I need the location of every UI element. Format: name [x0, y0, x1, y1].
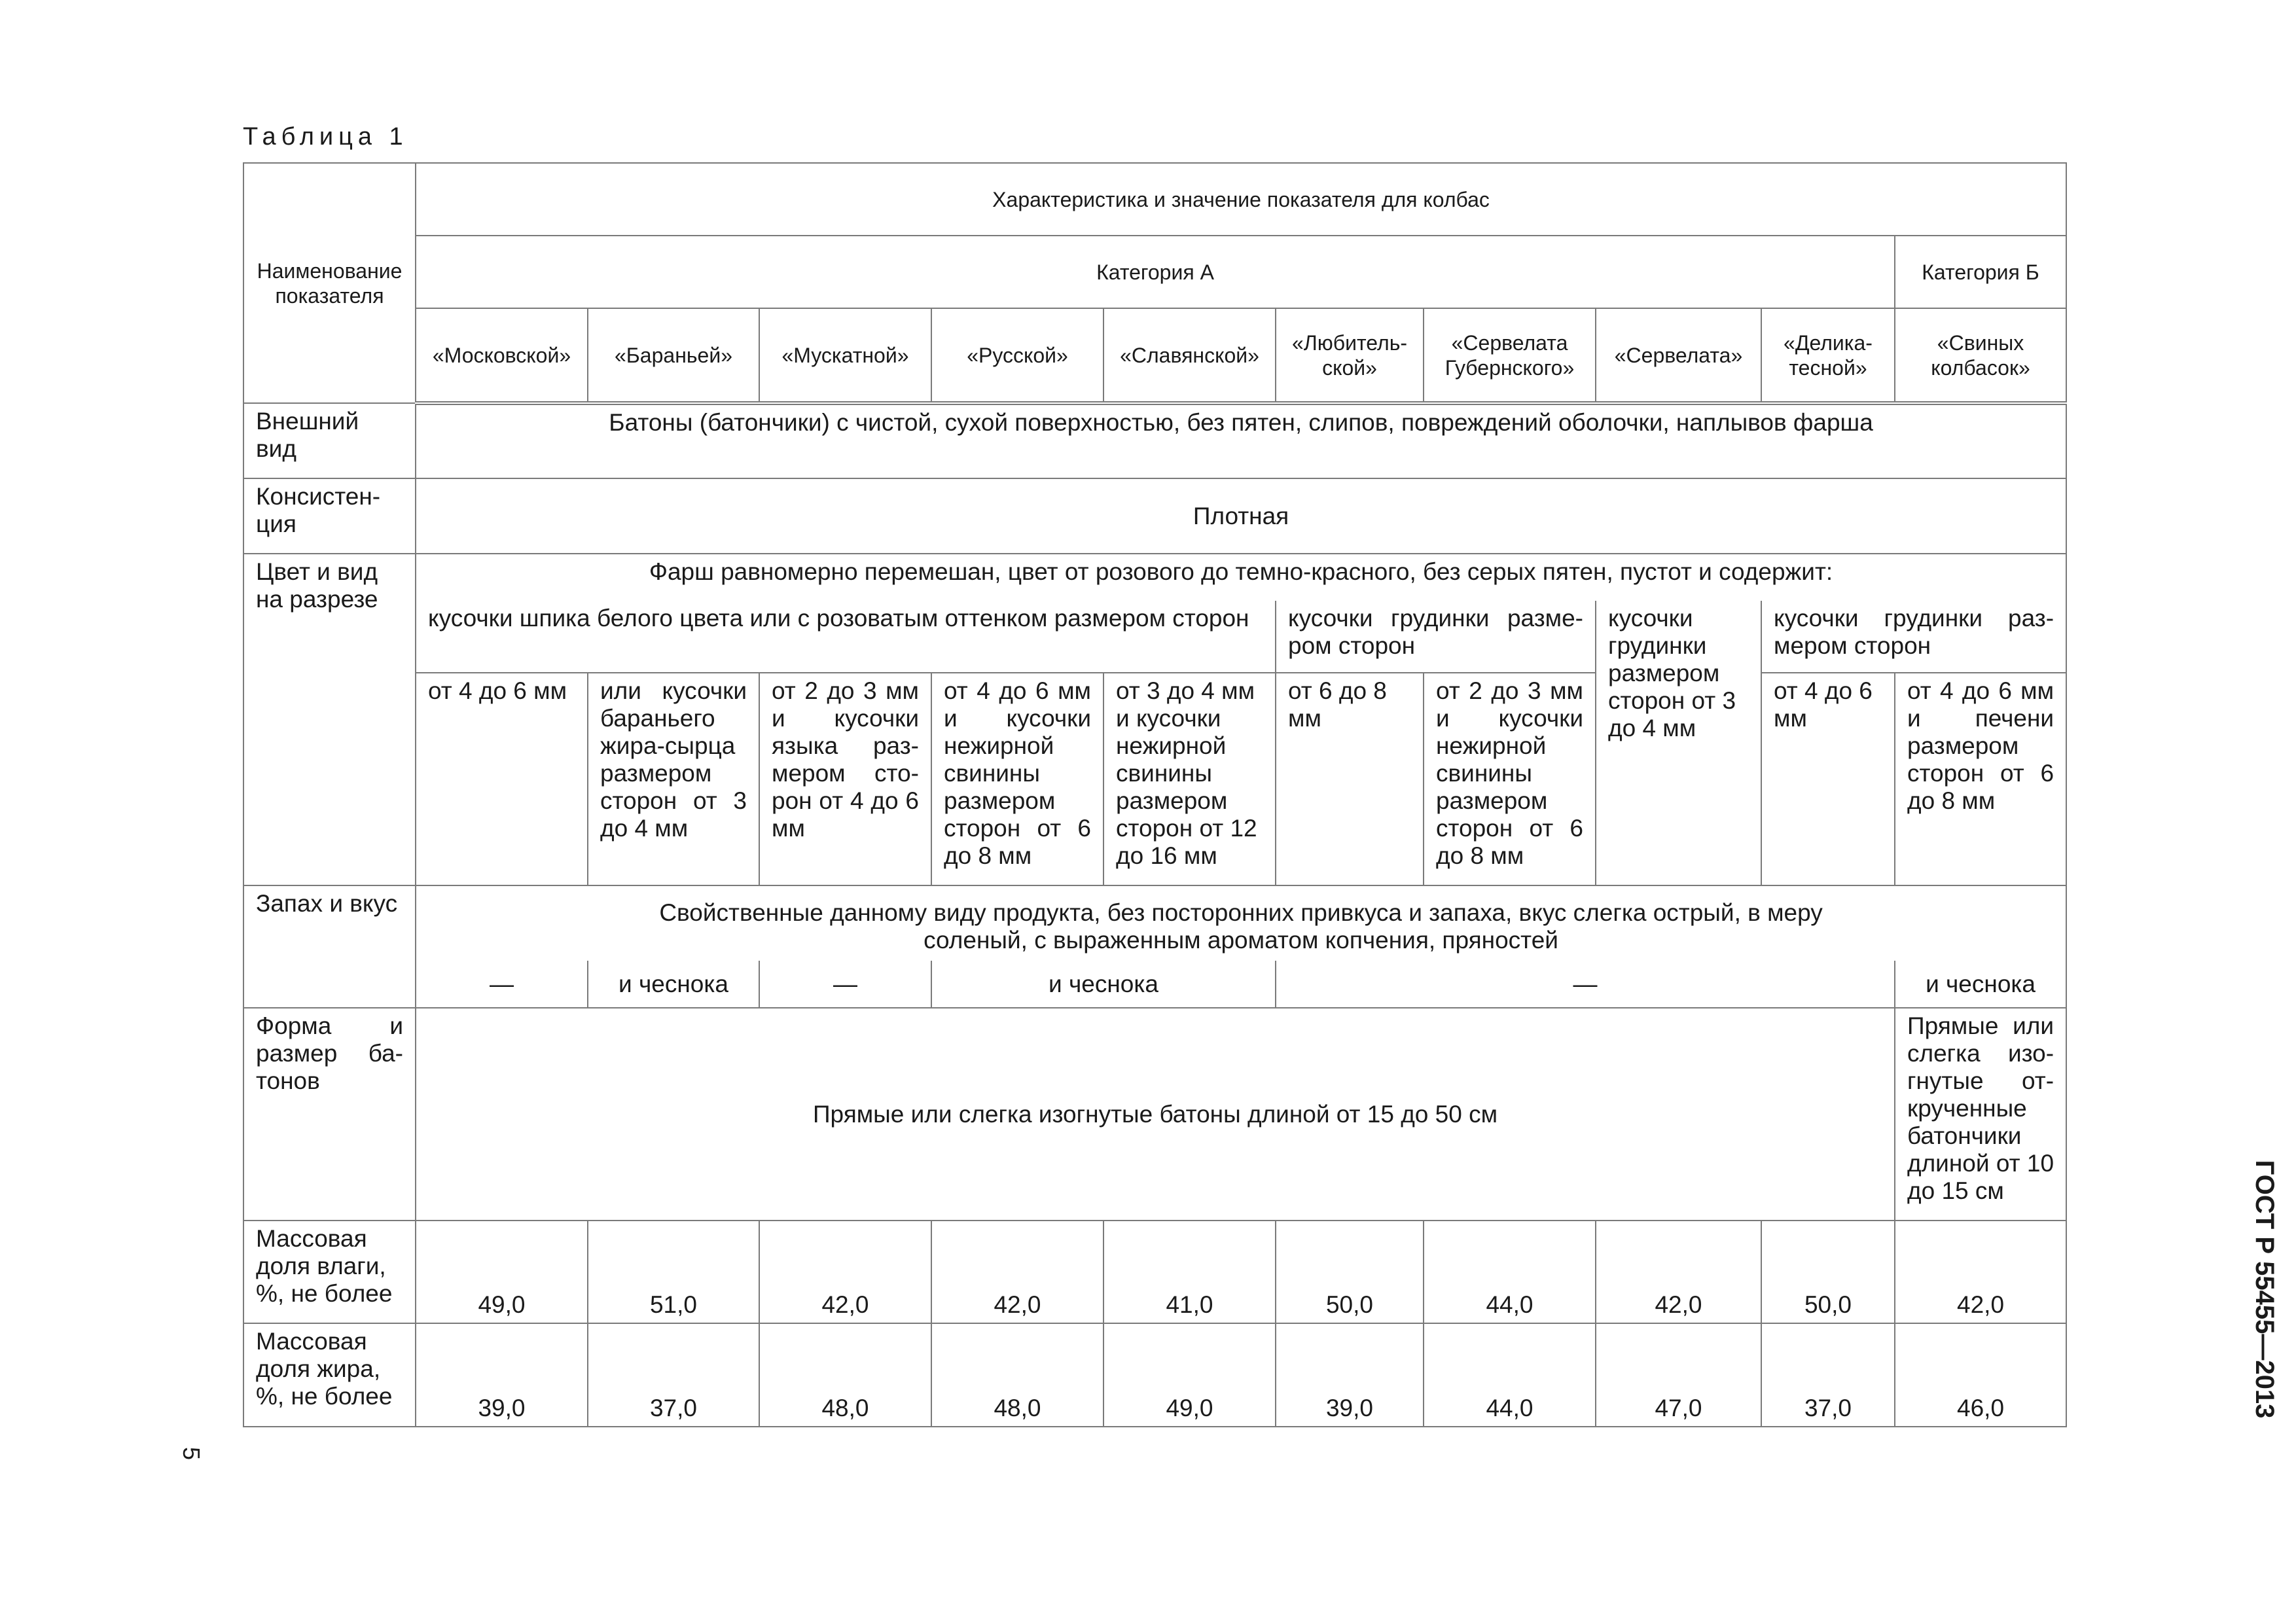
color-group-brisket: кусочки грудинки разме-ром сторон [1276, 601, 1596, 673]
moisture-value: 51,0 [588, 1221, 759, 1323]
shape-value-category-b: Прямые или слегка изо-гнутые от-крученные батончики длиной от 10 до 15 см [1895, 1008, 2066, 1221]
properties-table [243, 162, 2067, 1427]
fat-value: 46,0 [1895, 1323, 2066, 1427]
color-cell: от 3 до 4 мм и кусочки нежирной свинины размером сторон от 12 до 16 мм [1103, 673, 1276, 885]
moisture-value: 44,0 [1424, 1221, 1596, 1323]
fat-value: 39,0 [416, 1323, 588, 1427]
smell-cell: и чеснока [1895, 961, 2066, 1008]
fat-value: 37,0 [588, 1323, 759, 1427]
page-number: 5 [178, 1446, 206, 1461]
column-header: «Бараньей» [588, 308, 759, 403]
appearance-value: Батоны (батончики) с чистой, сухой поверхностью, без пятен, слипов, повреждений оболочки, наплывов фарша [416, 403, 2066, 478]
header-name-column: Наименование показателя [243, 163, 416, 403]
column-header: «Свиных колбасок» [1895, 308, 2066, 403]
consistency-value: Плотная [416, 478, 2066, 554]
moisture-value: 49,0 [416, 1221, 588, 1323]
row-label-moisture: Массовая доля влаги, %, не более [243, 1221, 416, 1323]
row-label-smell: Запах и вкус [243, 885, 416, 1008]
fat-value: 37,0 [1761, 1323, 1895, 1427]
row-label-fat: Массовая доля жира, %, не более [243, 1323, 416, 1427]
moisture-value: 42,0 [1895, 1221, 2066, 1323]
fat-value: 47,0 [1596, 1323, 1761, 1427]
column-header: «Любитель-ской» [1276, 308, 1424, 403]
row-label-consistency: Консистен-ция [243, 478, 416, 554]
color-cell: или кусочки бараньего жира-сырца размером сторон от 3 до 4 мм [588, 673, 759, 885]
color-cell: от 4 до 6 мм [416, 673, 588, 885]
table-caption: Таблица 1 [243, 123, 408, 151]
color-intro: Фарш равномерно перемешан, цвет от розового до темно-красного, без серых пятен, пустот и содержит: [416, 554, 2066, 601]
fat-value: 44,0 [1424, 1323, 1596, 1427]
color-cell: от 4 до 6 мм и печени размером сторон от 6 до 8 мм [1895, 673, 2066, 885]
moisture-value: 42,0 [759, 1221, 931, 1323]
color-cell: от 2 до 3 мм и кусочки нежирной свинины размером сторон от 6 до 8 мм [1424, 673, 1596, 885]
smell-cell: и чеснока [931, 961, 1276, 1008]
column-header: «Делика-тесной» [1761, 308, 1895, 403]
column-header: «Московской» [416, 308, 588, 403]
color-cell: от 4 до 6 мм и кусочки нежирной свинины размером сторон от 6 до 8 мм [931, 673, 1103, 885]
color-cell: от 4 до 6 мм [1761, 673, 1895, 885]
moisture-value: 50,0 [1276, 1221, 1424, 1323]
row-label-shape: Форма и размер ба-тонов [243, 1008, 416, 1221]
row-label-appearance: Внешний вид [243, 403, 416, 478]
header-category-a: Категория А [416, 236, 1895, 308]
document-id: ГОСТ Р 55455—2013 [2250, 1160, 2279, 1419]
column-header: «Мускатной» [759, 308, 931, 403]
smell-cell: — [416, 961, 588, 1008]
color-cell: от 6 до 8 мм [1276, 673, 1424, 885]
fat-value: 39,0 [1276, 1323, 1424, 1427]
fat-value: 48,0 [759, 1323, 931, 1427]
fat-value: 49,0 [1103, 1323, 1276, 1427]
moisture-value: 42,0 [1596, 1221, 1761, 1323]
header-characteristic: Характеристика и значение показателя для колбас [416, 163, 2066, 236]
column-header: «Сервелата» [1596, 308, 1761, 403]
header-category-b: Категория Б [1895, 236, 2066, 308]
shape-value-category-a: Прямые или слегка изогнутые батоны длиной от 15 до 50 см [416, 1008, 1895, 1221]
smell-cell: и чеснока [588, 961, 759, 1008]
moisture-value: 50,0 [1761, 1221, 1895, 1323]
fat-value: 48,0 [931, 1323, 1103, 1427]
smell-cell: — [759, 961, 931, 1008]
column-header: «Славянской» [1103, 308, 1276, 403]
moisture-value: 41,0 [1103, 1221, 1276, 1323]
color-cell: от 2 до 3 мм и кусочки языка раз-мером сто-рон от 4 до 6 мм [759, 673, 931, 885]
moisture-value: 42,0 [931, 1221, 1103, 1323]
row-label-color: Цвет и вид на разрезе [243, 554, 416, 885]
color-group-bacon: кусочки шпика белого цвета или с розоватым оттенком размером сторон [416, 601, 1276, 673]
smell-value: Свойственные данному виду продукта, без посторонних привкуса и запаха, вкус слегка острый, в меру соленый, с выраженным ароматом копчения, пряностей [416, 885, 2066, 961]
smell-cell: — [1276, 961, 1895, 1008]
color-group-brisket-2: кусочки грудинки раз-мером сторон [1761, 601, 2066, 673]
color-group-brisket-servelat: кусочки грудинки размером сторон от 3 до 4 мм [1596, 601, 1761, 885]
column-header: «Русской» [931, 308, 1103, 403]
column-header: «Сервелата Губернского» [1424, 308, 1596, 403]
